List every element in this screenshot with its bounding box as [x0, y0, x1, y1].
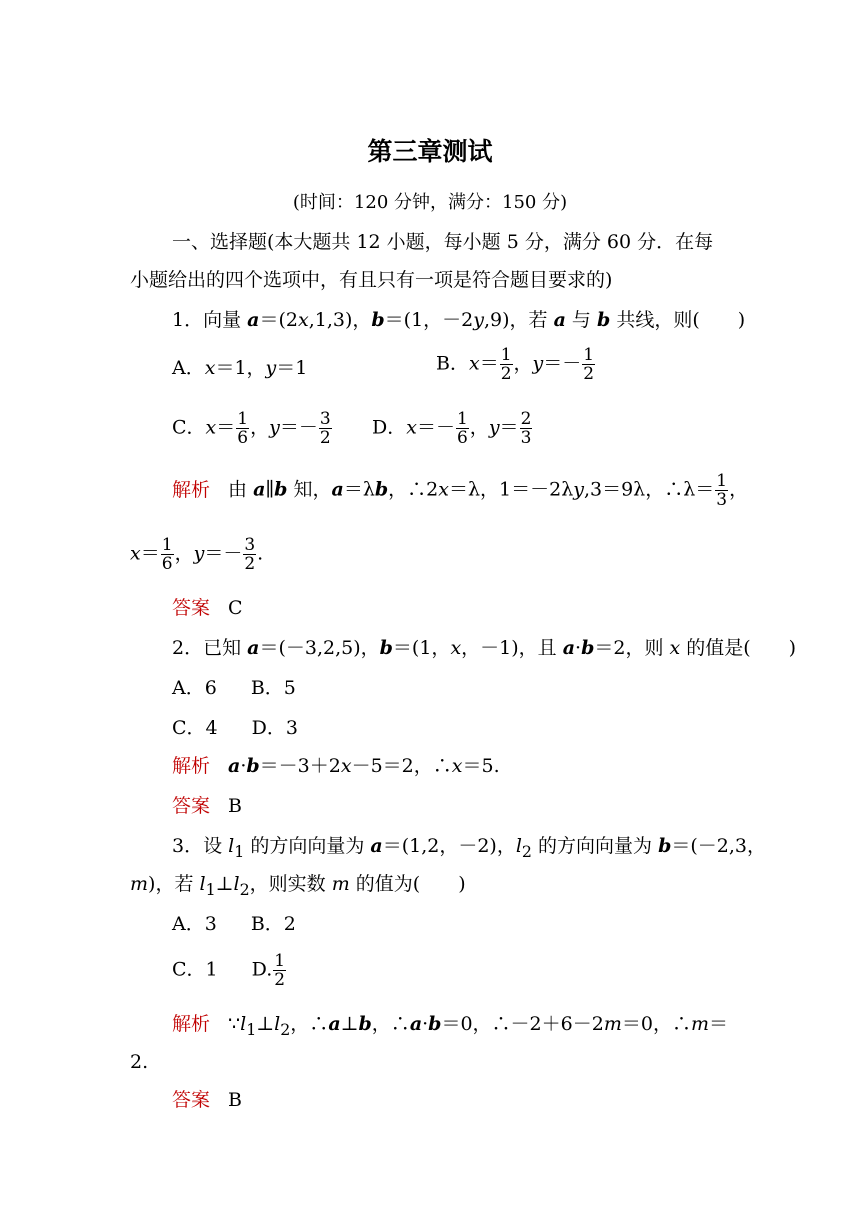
- q3-answer-value: B: [228, 1089, 242, 1111]
- q2-stem: 2．已知 a＝(－3,2,5)，b＝(1，x，－1)，且 a·b＝2，则 x 的值是( ): [172, 637, 797, 659]
- q1-analysis-cont: x＝ $\frac{1}{6}$ ，y＝－ $\frac{3}{2}$ .: [130, 535, 264, 574]
- analysis-label: 解析: [172, 478, 211, 501]
- analysis-label: 解析: [172, 1013, 211, 1035]
- q3-analysis-cont: 2.: [130, 1051, 149, 1073]
- q3-option-c: C．1: [172, 958, 218, 981]
- q2-options-ab: [172, 676, 296, 700]
- q3-stem-cont: m)，若 $l_1\perp l_2$，则实数 m 的值为( ): [130, 873, 466, 899]
- q2-analysis: 解析 a·b＝－3＋2x－5＝2，∴x＝5.: [172, 755, 500, 777]
- answer-label: 答案: [172, 795, 211, 817]
- q1-answer-value: C: [228, 597, 243, 619]
- q1-answer: [172, 596, 243, 620]
- q3-analysis: 解析 $\because l_1\perp l_2$，∴a⊥b，∴a·b＝0，∴－2＋6－2m＝0，∴m＝: [172, 1013, 728, 1039]
- q2-options-cd: [172, 716, 298, 740]
- q3-options-ab: [172, 912, 296, 936]
- q3-stem: 3．设 $l_1$ 的方向向量为 a＝(1,2，－2)，$l_2$ 的方向向量为 b＝(－2,3，: [172, 835, 767, 861]
- q2-option-b: B．5: [250, 677, 296, 699]
- section-heading-line1: 一、选择题(本大题共 12 小题，每小题 5 分，满分 60 分．在每: [172, 231, 714, 253]
- q1-stem: 1．向量 a＝(2x,1,3)，b＝(1，－2y,9)，若 a 与 b 共线，则( ): [172, 309, 746, 331]
- q2-answer: [172, 794, 242, 818]
- page-title: 第三章测试: [367, 137, 493, 166]
- q2-answer-value: B: [228, 795, 242, 817]
- q1-option-a: A．x＝1，y＝1: [172, 357, 308, 379]
- q2-option-d: D．3: [251, 717, 298, 739]
- q2-option-a: A．6: [172, 677, 217, 699]
- section-heading-line2: 小题给出的四个选项中，有且只有一项是符合题目要求的): [130, 269, 613, 291]
- q3-answer: [172, 1088, 242, 1112]
- exam-info: (时间：120 分钟，满分：150 分): [292, 192, 568, 213]
- q1-option-b: B．x＝ $\frac{1}{2}$ ，y＝－ $\frac{1}{2}$: [436, 345, 595, 384]
- q3-option-b: B．2: [250, 913, 296, 935]
- q1-option-d: D．x＝－ $\frac{1}{6}$ ，y＝ $\frac{2}{3}$: [372, 409, 532, 448]
- answer-label: 答案: [172, 1089, 211, 1111]
- q2-option-c: C．4: [172, 717, 218, 739]
- analysis-label: 解析: [172, 755, 211, 777]
- q1-option-c: C．x＝ $\frac{1}{6}$ ，y＝－ $\frac{3}{2}$: [172, 409, 331, 448]
- q3-option-a: A．3: [172, 913, 217, 935]
- q1-analysis: 解析 由 a∥b 知，a＝λb，∴2x＝λ，1＝－2λy,3＝9λ，∴λ＝ $\frac{1}{3}$ ，: [172, 471, 749, 510]
- q3-options-cd: C．1 D. $\frac{1}{2}$: [172, 951, 286, 990]
- answer-label: 答案: [172, 597, 211, 619]
